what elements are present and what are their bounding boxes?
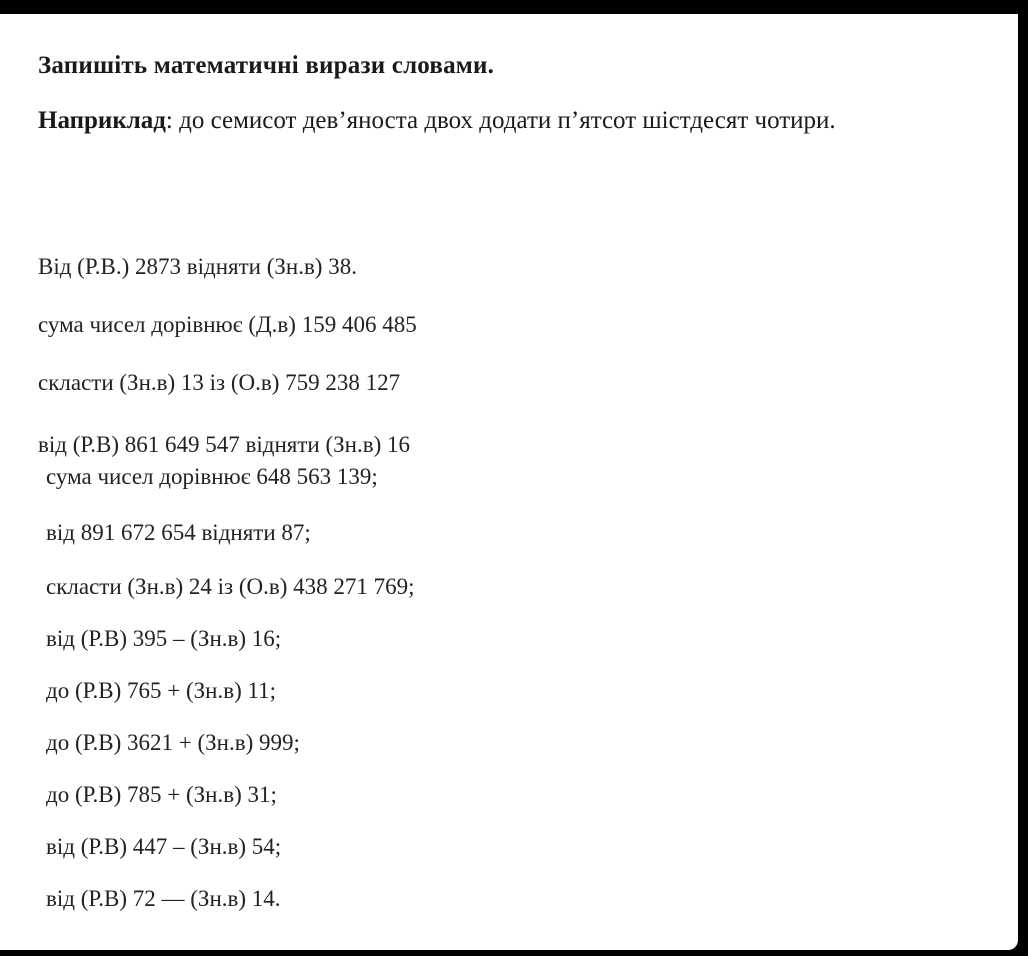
task-title: Запишіть математичні вирази словами. — [38, 52, 495, 79]
expression-line-4: від (Р.В) 861 649 547 відняти (Зн.в) 16 — [38, 432, 410, 457]
expression-line-10: до (Р.В) 3621 + (Зн.в) 999; — [46, 730, 300, 755]
expression-line-7: скласти (Зн.в) 24 із (О.в) 438 271 769; — [46, 574, 415, 599]
example-label: Наприклад — [38, 107, 166, 134]
expression-line-8: від (Р.В) 395 – (Зн.в) 16; — [46, 626, 282, 651]
example-text: : до семисот дев’яноста двох додати п’ятсот шістдесят чотири. — [165, 107, 836, 134]
expression-line-1: Від (Р.В.) 2873 відняти (Зн.в) 38. — [38, 254, 357, 279]
expression-line-13: від (Р.В) 72 — (Зн.в) 14. — [46, 886, 281, 911]
expression-line-6: від 891 672 654 відняти 87; — [46, 520, 311, 545]
expression-line-11: до (Р.В) 785 + (Зн.в) 31; — [46, 782, 277, 807]
expression-line-9: до (Р.В) 765 + (Зн.в) 11; — [46, 678, 277, 703]
document-page — [0, 14, 1018, 950]
expression-line-12: від (Р.В) 447 – (Зн.в) 54; — [46, 834, 282, 859]
example-paragraph — [38, 104, 978, 138]
expression-line-5: сума чисел дорівнює 648 563 139; — [46, 464, 378, 489]
expression-line-3: скласти (Зн.в) 13 із (О.в) 759 238 127 — [38, 370, 401, 395]
expression-line-2: сума чисел дорівнює (Д.в) 159 406 485 — [38, 312, 417, 337]
